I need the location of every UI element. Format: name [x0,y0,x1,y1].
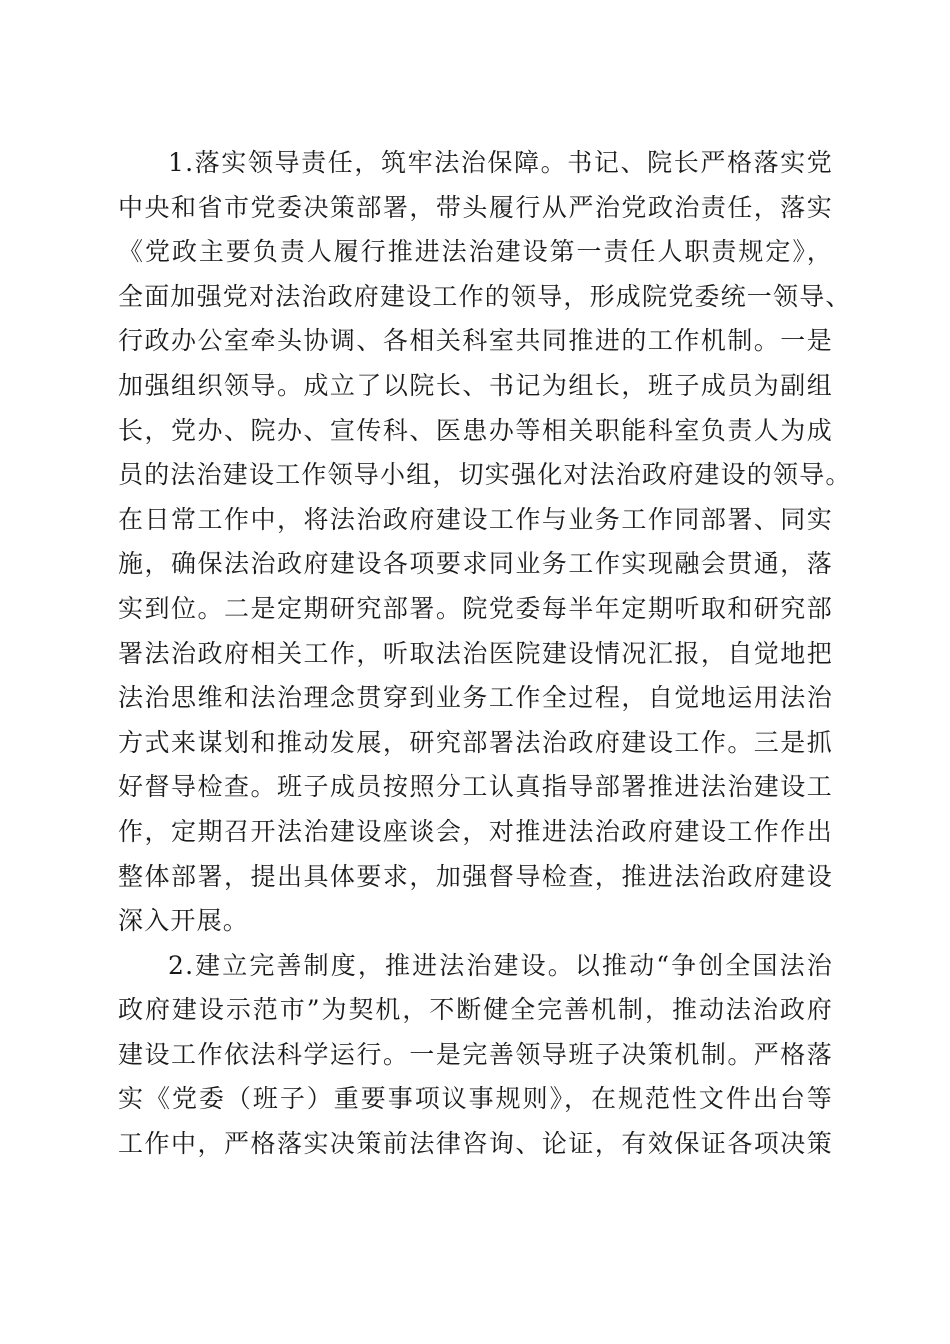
paragraph-2 [118,944,833,1167]
paragraph-line: 政府建设示范市”为契机，不断健全完善机制，推动法治政府 [118,995,833,1025]
paragraph-line: 长，党办、院办、宣传科、医患办等相关职能科室负责人为成 [118,415,833,445]
paragraph-line: 员的法治建设工作领导小组，切实强化对法治政府建设的领导。 [118,460,852,490]
paragraph-line: 《党政主要负责人履行推进法治建设第一责任人职责规定》， [118,237,833,267]
paragraph-line: 2.建立完善制度，推进法治建设。以推动“争创全国法治 [168,950,833,980]
paragraph-line: 全面加强党对法治政府建设工作的领导，形成院党委统一领导、 [118,281,852,311]
paragraph-line: 法治思维和法治理念贯穿到业务工作全过程，自觉地运用法治 [118,683,833,713]
paragraph-line: 建设工作依法科学运行。一是完善领导班子决策机制。严格落 [118,1039,833,1069]
document-body [118,141,852,1167]
paragraph-line: 在日常工作中，将法治政府建设工作与业务工作同部署、同实 [118,504,833,534]
paragraph-line: 方式来谋划和推动发展，研究部署法治政府建设工作。三是抓 [118,727,833,757]
paragraph-line: 整体部署，提出具体要求，加强督导检查，推进法治政府建设 [118,861,833,891]
paragraph-line: 好督导检查。班子成员按照分工认真指导部署推进法治建设工 [118,772,833,802]
paragraph-line: 署法治政府相关工作，听取法治医院建设情况汇报，自觉地把 [118,638,833,668]
paragraph-line: 工作中，严格落实决策前法律咨询、论证，有效保证各项决策 [118,1129,833,1159]
paragraph-line: 1.落实领导责任，筑牢法治保障。书记、院长严格落实党 [168,148,833,177]
paragraph-line: 实《党委（班子）重要事项议事规则》，在规范性文件出台等 [118,1084,833,1114]
paragraph-line: 施，确保法治政府建设各项要求同业务工作实现融会贯通，落 [118,549,833,579]
paragraph-line: 加强组织领导。成立了以院长、书记为组长，班子成员为副组 [118,370,833,400]
paragraph-1 [118,141,852,944]
paragraph-line: 行政办公室牵头协调、各相关科室共同推进的工作机制。一是 [118,326,833,356]
paragraph-line: 实到位。二是定期研究部署。院党委每半年定期听取和研究部 [118,593,833,623]
paragraph-line: 作，定期召开法治建设座谈会，对推进法治政府建设工作作出 [118,816,833,846]
paragraph-line: 深入开展。 [118,906,250,936]
paragraph-line: 中央和省市党委决策部署，带头履行从严治党政治责任，落实 [118,192,833,222]
